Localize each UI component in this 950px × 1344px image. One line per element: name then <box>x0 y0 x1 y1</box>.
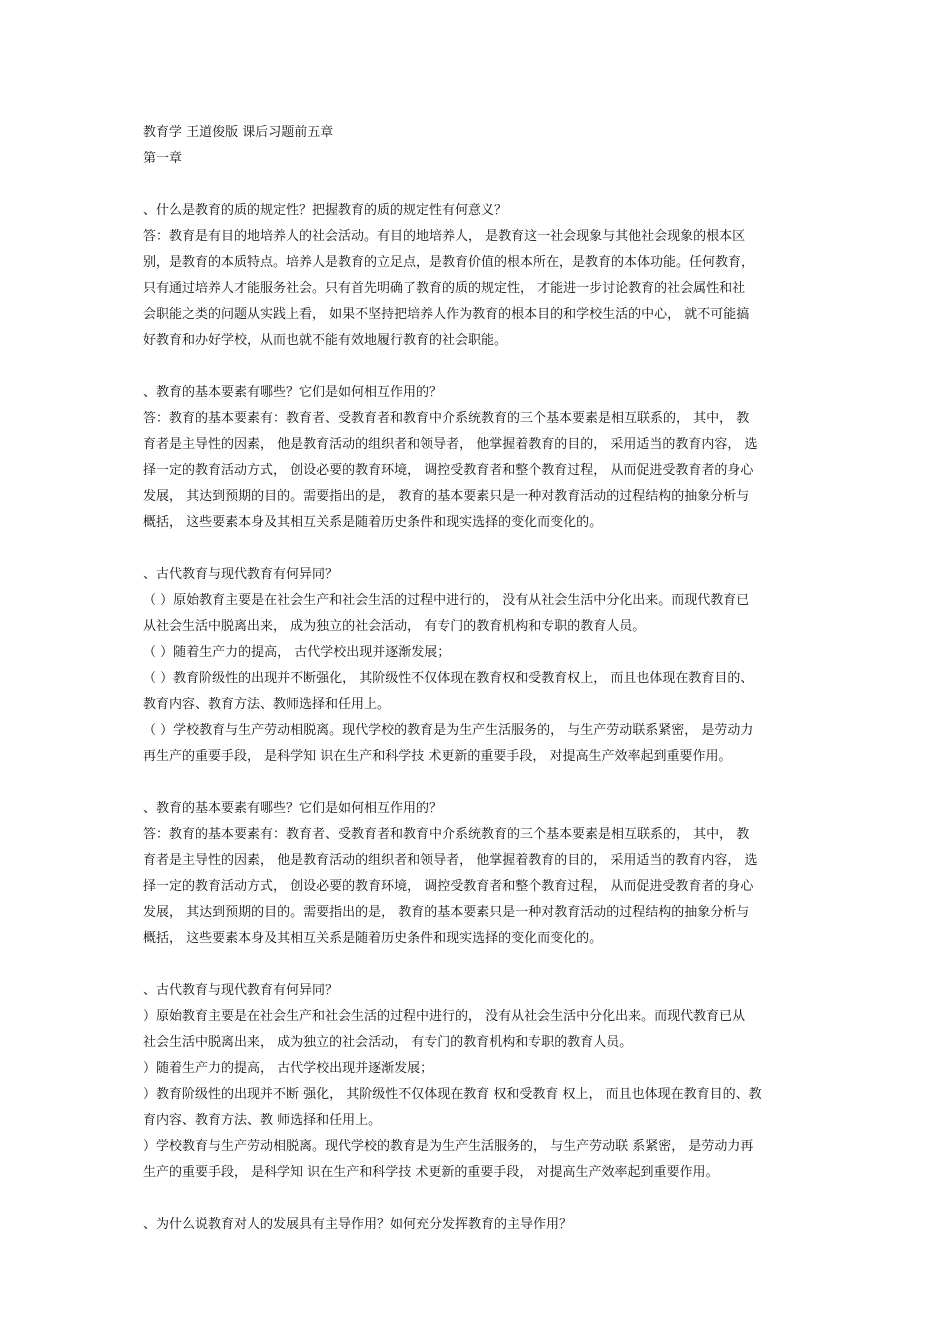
answer-line: 育者是主导性的因素， 他是教育活动的组织者和领导者， 他掌握着教育的目的， 采用适当的教育内容， 选 <box>143 853 758 868</box>
chapter-heading: 第一章 <box>143 151 183 166</box>
document-page <box>143 120 811 1238</box>
question-heading: 、古代教育与现代教育有何异同？ <box>143 567 339 582</box>
answer-line: 再生产的重要手段， 是科学知 识在生产和科学技 术更新的重要手段， 对提高生产效率起到重要作用。 <box>143 749 732 764</box>
question-heading: 、什么是教育的质的规定性？把握教育的质的规定性有何意义？ <box>143 203 508 218</box>
answer-line: 从社会生活中脱离出来， 成为独立的社会活动， 有专门的教育机构和专职的教育人员。 <box>143 619 646 634</box>
answer-line: ）学校教育与生产劳动相脱离。现代学校的教育是为生产生活服务的， 与生产劳动联 系紧密， 是劳动力再 <box>143 1139 754 1154</box>
answer-line: 只有通过培养人才能服务社会。只有首先明确了教育的质的规定性， 才能进一步讨论教育的社会属性和社 <box>143 281 746 296</box>
answer-line: 概括， 这些要素本身及其相互关系是随着历史条件和现实选择的变化而变化的。 <box>143 515 603 530</box>
answer-line: 概括， 这些要素本身及其相互关系是随着历史条件和现实选择的变化而变化的。 <box>143 931 603 946</box>
answer-line: （ ）教育阶级性的出现并不断强化， 其阶级性不仅体现在教育权和受教育权上， 而且也体现在教育目的、 <box>143 671 754 686</box>
answer-line: 择一定的教育活动方式， 创设必要的教育环境， 调控受教育者和整个教育过程， 从而促进受教育者的身心 <box>143 463 754 478</box>
answer-line: 答：教育的基本要素有：教育者、受教育者和教育中介系统教育的三个基本要素是相互联系的， 其中， 教 <box>143 411 750 426</box>
doc-title: 教育学 王道俊版 课后习题前五章 <box>143 125 334 140</box>
answer-line: （ ）随着生产力的提高， 古代学校出现并逐渐发展； <box>143 645 451 660</box>
answer-line: ）教育阶级性的出现并不断 强化， 其阶级性不仅体现在教育 权和受教育 权上， 而且也体现在教育目的、教 <box>143 1087 762 1102</box>
answer-line: 育者是主导性的因素， 他是教育活动的组织者和领导者， 他掌握着教育的目的， 采用适当的教育内容， 选 <box>143 437 758 452</box>
answer-line: 育内容、教育方法、教 师选择和任用上。 <box>143 1113 382 1128</box>
question-heading: 、教育的基本要素有哪些？它们是如何相互作用的？ <box>143 385 443 400</box>
answer-line: ）原始教育主要是在社会生产和社会生活的过程中进行的， 没有从社会生活中分化出来。而现代教育已从 <box>143 1009 746 1024</box>
question-heading: 、教育的基本要素有哪些？它们是如何相互作用的？ <box>143 801 443 816</box>
answer-line: 会职能之类的问题从实践上看， 如果不坚持把培养人作为教育的根本目的和学校生活的中心， 就不可能搞 <box>143 307 750 322</box>
answer-line: 答：教育的基本要素有：教育者、受教育者和教育中介系统教育的三个基本要素是相互联系的， 其中， 教 <box>143 827 750 842</box>
answer-line: 别，是教育的本质特点。培养人是教育的立足点，是教育价值的根本所在，是教育的本体功能。任何教育， <box>143 255 755 270</box>
answer-line: 发展， 其达到预期的目的。需要指出的是， 教育的基本要素只是一种对教育活动的过程结构的抽象分析与 <box>143 905 750 920</box>
question-heading: 、古代教育与现代教育有何异同？ <box>143 983 339 998</box>
answer-line: 生产的重要手段， 是科学知 识在生产和科学技 术更新的重要手段， 对提高生产效率起到重要作用。 <box>143 1165 719 1180</box>
answer-line: 发展， 其达到预期的目的。需要指出的是， 教育的基本要素只是一种对教育活动的过程结构的抽象分析与 <box>143 489 750 504</box>
answer-line: 社会生活中脱离出来， 成为独立的社会活动， 有专门的教育机构和专职的教育人员。 <box>143 1035 633 1050</box>
answer-line: 教育内容、教育方法、教师选择和任用上。 <box>143 697 391 712</box>
answer-line: ）随着生产力的提高， 古代学校出现并逐渐发展； <box>143 1061 434 1076</box>
answer-line: （ ）学校教育与生产劳动相脱离。现代学校的教育是为生产生活服务的， 与生产劳动联系紧密， 是劳动力 <box>143 723 754 738</box>
answer-line: （ ）原始教育主要是在社会生产和社会生活的过程中进行的， 没有从社会生活中分化出来。而现代教育已 <box>143 593 750 608</box>
answer-line: 择一定的教育活动方式， 创设必要的教育环境， 调控受教育者和整个教育过程， 从而促进受教育者的身心 <box>143 879 754 894</box>
answer-line: 答：教育是有目的地培养人的社会活动。有目的地培养人， 是教育这一社会现象与其他社会现象的根本区 <box>143 229 746 244</box>
answer-line: 好教育和办好学校，从而也就不能有效地履行教育的社会职能。 <box>143 333 508 348</box>
question-heading: 、为什么说教育对人的发展具有主导作用？如何充分发挥教育的主导作用？ <box>143 1217 573 1232</box>
